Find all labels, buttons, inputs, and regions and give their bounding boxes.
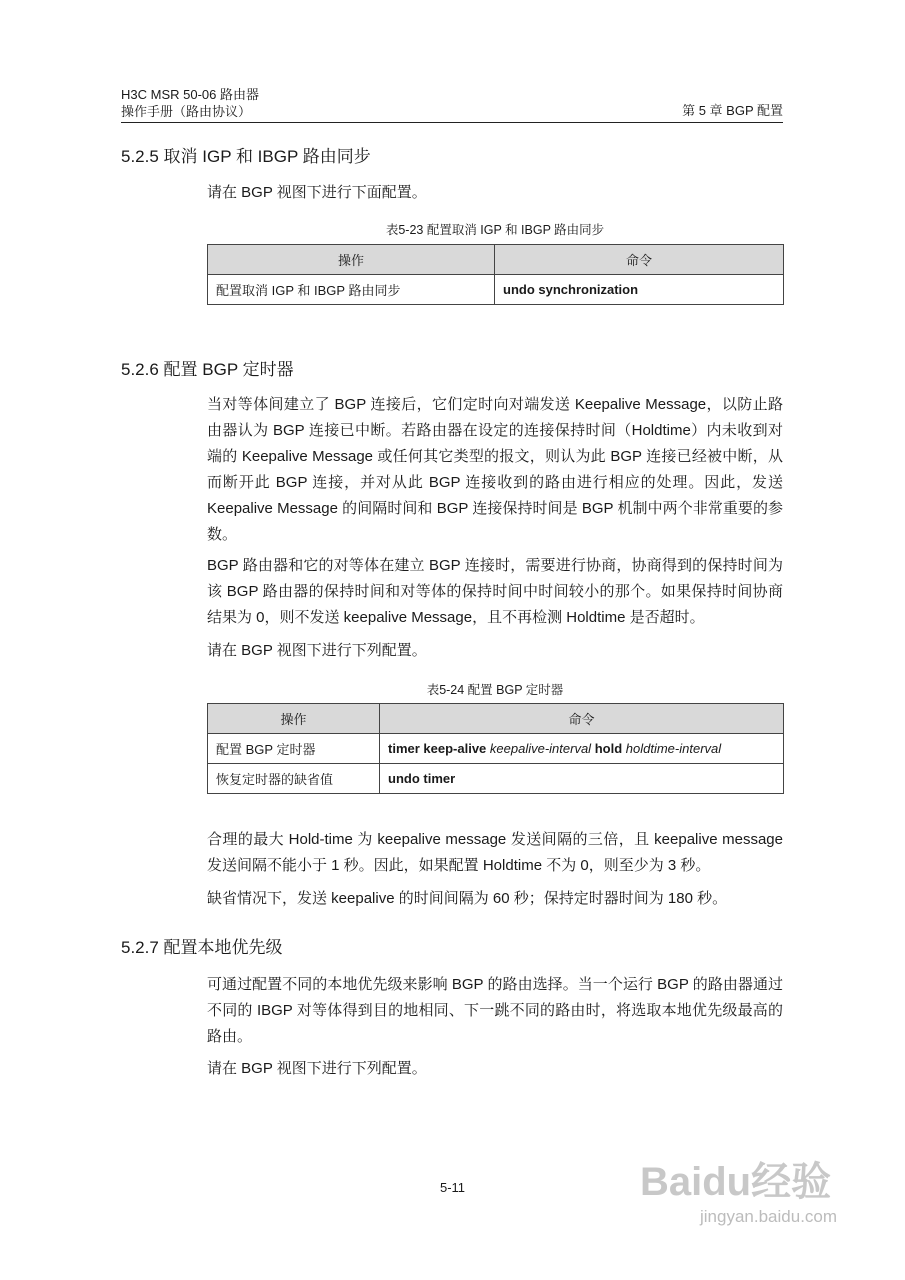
table-row	[208, 734, 784, 764]
table-row	[208, 764, 784, 794]
table-row	[208, 275, 784, 305]
paragraph: 缺省情况下，发送 keepalive 的时间间隔为 60 秒；保持定时器时间为 180 秒。	[207, 890, 728, 907]
column-header: 操作	[208, 704, 380, 734]
baidu-watermark-url: jingyan.baidu.com	[700, 1207, 838, 1226]
cmd-keyword: hold	[594, 741, 623, 756]
paragraph: 可通过配置不同的本地优先级来影响 BGP 的路由选择。当一个运行 BGP 的路由器通过不同的 IBGP 对等体得到目的地相同、下一跳不同的路由时，将选取本地优先级最高的路由。	[207, 976, 783, 1045]
column-header: 操作	[208, 245, 495, 275]
section-title-526: 5.2.6 配置 BGP 定时器	[121, 360, 294, 379]
cell-op: 配置取消 IGP 和 IBGP 路由同步	[208, 275, 495, 305]
section-title-527: 5.2.7 配置本地优先级	[121, 938, 283, 957]
paragraph: 合理的最大 Hold-time 为 keepalive message 发送间隔的三倍，且 keepalive message 发送间隔不能小于 1 秒。因此，如果配置 Holdtime 不为 0，则至少为 3 秒。	[207, 831, 783, 874]
paragraph: BGP 路由器和它的对等体在建立 BGP 连接时，需要进行协商，协商得到的保持时间为该 BGP 路由器的保持时间和对等体的保持时间中时间较小的那个。如果保持时间协商结果为 0，则不发送 keepalive Message，且不再检测 Holdtime 是否超时。	[207, 557, 783, 626]
paragraph: 请在 BGP 视图下进行下列配置。	[207, 1060, 427, 1077]
cell-cmd: undo synchronization	[495, 275, 784, 305]
page-header	[121, 86, 783, 123]
cell-op: 恢复定时器的缺省值	[208, 764, 380, 794]
table-caption: 表5-23 配置取消 IGP 和 IBGP 路由同步	[385, 223, 605, 237]
column-header: 命令	[495, 245, 784, 275]
header-chapter: 第 5 章 BGP 配置	[682, 103, 783, 118]
column-header: 命令	[380, 704, 784, 734]
page-number: 5-11	[439, 1180, 466, 1195]
table-5-24	[207, 703, 784, 794]
section-title-525: 5.2.5 取消 IGP 和 IBGP 路由同步	[121, 147, 371, 166]
baidu-watermark-logo: Baidu经验	[640, 1160, 832, 1204]
cmd-param: keepalive-interval	[489, 741, 592, 756]
cell-cmd	[380, 734, 784, 764]
paragraph: 请在 BGP 视图下进行下面配置。	[207, 184, 427, 201]
cmd-param: holdtime-interval	[625, 741, 722, 756]
header-product: H3C MSR 50-06 路由器	[121, 87, 259, 102]
paragraph: 请在 BGP 视图下进行下列配置。	[207, 642, 427, 659]
cmd-keyword: timer keep-alive	[388, 741, 487, 756]
cell-cmd: undo timer	[380, 764, 784, 794]
paragraph: 当对等体间建立了 BGP 连接后，它们定时向对端发送 Keepalive Message，以防止路由器认为 BGP 连接已中断。若路由器在设定的连接保持时间（Holdtime）内未收到对端的 Keepalive Message 或任何其它类型的报文，则认为此 BGP 连接已经被中断，从而断开此 BGP 连接，并对从此 BGP 连接收到的路由进行相应的处理。因此，发送 Keepalive Message 的间隔时间和 BGP 连接保持时间是 BGP 机制中两个非常重要的参数。	[207, 396, 783, 543]
table-caption: 表5-24 配置 BGP 定时器	[426, 683, 564, 697]
table-5-23	[207, 244, 784, 305]
header-manual: 操作手册（路由协议）	[121, 104, 252, 119]
cell-op: 配置 BGP 定时器	[208, 734, 380, 764]
